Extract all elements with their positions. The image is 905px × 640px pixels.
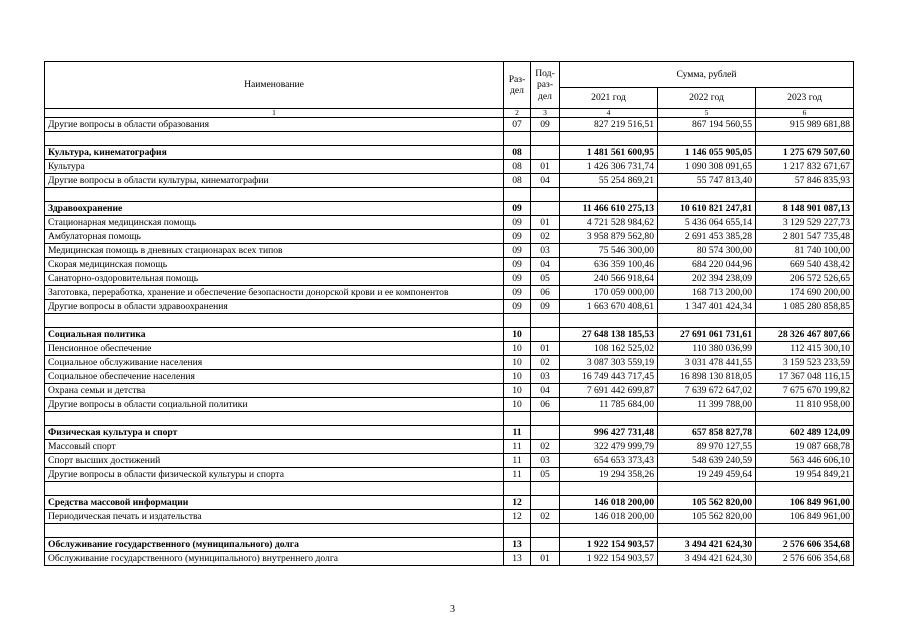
row-podrazdel: 01 <box>531 342 560 356</box>
row-name: Медицинская помощь в дневных стационарах всех типов <box>45 244 504 258</box>
row-sum-2021: 1 922 154 903,57 <box>560 538 658 552</box>
row-podrazdel: 02 <box>531 356 560 370</box>
row-sum-2021: 11 785 684,00 <box>560 398 658 412</box>
row-sum-2023: 2 576 606 354,68 <box>756 552 854 566</box>
row-sum-2021: 827 219 516,51 <box>560 118 658 132</box>
row-sum-2023: 19 954 849,21 <box>756 468 854 482</box>
row-sum-2021: 1 481 561 600,95 <box>560 146 658 160</box>
column-number: 2 <box>504 109 531 118</box>
row-sum-2023: 1 085 280 858,85 <box>756 300 854 314</box>
row-sum-2022: 110 380 036,99 <box>658 342 756 356</box>
row-name: Стационарная медицинская помощь <box>45 216 504 230</box>
row-sum-2022: 80 574 300,00 <box>658 244 756 258</box>
row-razdel: 09 <box>504 286 531 300</box>
table-body <box>45 118 854 566</box>
row-sum-2021: 1 663 670 408,61 <box>560 300 658 314</box>
row-razdel: 10 <box>504 370 531 384</box>
row-name: Другие вопросы в области социальной политики <box>45 398 504 412</box>
row-razdel: 10 <box>504 384 531 398</box>
header-sum: Сумма, рублей <box>560 62 854 88</box>
row-sum-2023: 112 415 300,10 <box>756 342 854 356</box>
section-total-row <box>45 328 854 342</box>
row-razdel: 09 <box>504 230 531 244</box>
row-name: Здравоохранение <box>45 202 504 216</box>
budget-table <box>44 61 854 566</box>
row-sum-2021: 19 294 358,26 <box>560 468 658 482</box>
row-sum-2023: 3 129 529 227,73 <box>756 216 854 230</box>
header-podrazdel: Под- раз- дел <box>531 62 560 109</box>
row-razdel: 09 <box>504 244 531 258</box>
row-razdel <box>504 524 531 538</box>
row-podrazdel: 04 <box>531 174 560 188</box>
row-sum-2022: 5 436 064 655,14 <box>658 216 756 230</box>
row-sum-2021: 55 254 869,21 <box>560 174 658 188</box>
row-name <box>45 482 504 496</box>
row-sum-2022: 10 610 821 247,81 <box>658 202 756 216</box>
row-sum-2023: 669 540 438,42 <box>756 258 854 272</box>
row-podrazdel: 03 <box>531 244 560 258</box>
row-sum-2023: 8 148 901 087,13 <box>756 202 854 216</box>
spacer-row <box>45 482 854 496</box>
row-podrazdel: 02 <box>531 440 560 454</box>
row-razdel: 11 <box>504 426 531 440</box>
row-sum-2021: 146 018 200,00 <box>560 496 658 510</box>
row-sum-2022: 3 031 478 441,55 <box>658 356 756 370</box>
section-total-row <box>45 496 854 510</box>
row-sum-2022: 55 747 813,40 <box>658 174 756 188</box>
table-row <box>45 398 854 412</box>
row-name: Спорт высших достижений <box>45 454 504 468</box>
row-razdel <box>504 132 531 146</box>
row-sum-2023: 3 159 523 233,59 <box>756 356 854 370</box>
row-sum-2023 <box>756 314 854 328</box>
table-row <box>45 174 854 188</box>
table-row <box>45 510 854 524</box>
row-sum-2022: 1 347 401 424,34 <box>658 300 756 314</box>
row-sum-2022: 105 562 820,00 <box>658 510 756 524</box>
row-sum-2021: 170 059 000,00 <box>560 286 658 300</box>
section-total-row <box>45 538 854 552</box>
row-sum-2023 <box>756 188 854 202</box>
row-podrazdel: 03 <box>531 454 560 468</box>
row-sum-2023: 7 675 670 199,82 <box>756 384 854 398</box>
row-sum-2021: 7 691 442 699,87 <box>560 384 658 398</box>
row-name <box>45 132 504 146</box>
row-sum-2022: 548 639 240,59 <box>658 454 756 468</box>
row-name: Охрана семьи и детства <box>45 384 504 398</box>
row-sum-2022: 867 194 560,55 <box>658 118 756 132</box>
row-sum-2022: 2 691 453 385,28 <box>658 230 756 244</box>
row-name: Социальное обеспечение населения <box>45 370 504 384</box>
row-sum-2023: 206 572 526,65 <box>756 272 854 286</box>
row-razdel: 12 <box>504 496 531 510</box>
row-sum-2022 <box>658 482 756 496</box>
row-sum-2023: 81 740 100,00 <box>756 244 854 258</box>
row-razdel: 11 <box>504 454 531 468</box>
column-number: 3 <box>531 109 560 118</box>
row-sum-2021: 75 546 300,00 <box>560 244 658 258</box>
table-row <box>45 244 854 258</box>
row-sum-2022: 657 858 827,78 <box>658 426 756 440</box>
row-podrazdel: 02 <box>531 230 560 244</box>
row-podrazdel <box>531 132 560 146</box>
row-name: Физическая культура и спорт <box>45 426 504 440</box>
row-razdel: 09 <box>504 300 531 314</box>
column-number: 4 <box>560 109 658 118</box>
row-podrazdel <box>531 314 560 328</box>
row-sum-2022: 3 494 421 624,30 <box>658 552 756 566</box>
row-razdel <box>504 314 531 328</box>
row-name <box>45 188 504 202</box>
row-podrazdel: 04 <box>531 258 560 272</box>
row-sum-2023 <box>756 482 854 496</box>
header-year-2022: 2022 год <box>658 88 756 109</box>
row-name: Другие вопросы в области физической культуры и спорта <box>45 468 504 482</box>
table-row <box>45 454 854 468</box>
row-sum-2021: 4 721 528 984,62 <box>560 216 658 230</box>
row-razdel: 11 <box>504 468 531 482</box>
row-podrazdel: 01 <box>531 552 560 566</box>
row-sum-2021: 3 087 303 559,19 <box>560 356 658 370</box>
row-name: Средства массовой информации <box>45 496 504 510</box>
row-podrazdel: 06 <box>531 286 560 300</box>
row-sum-2022 <box>658 188 756 202</box>
row-razdel: 08 <box>504 160 531 174</box>
row-name: Социальная политика <box>45 328 504 342</box>
row-sum-2023: 915 989 681,88 <box>756 118 854 132</box>
row-razdel: 13 <box>504 538 531 552</box>
page-number: 3 <box>450 604 455 615</box>
header-year-2021: 2021 год <box>560 88 658 109</box>
budget-table-sheet <box>44 61 853 566</box>
row-name: Пенсионное обеспечение <box>45 342 504 356</box>
row-sum-2022: 684 220 044,96 <box>658 258 756 272</box>
row-razdel: 08 <box>504 146 531 160</box>
row-sum-2021 <box>560 132 658 146</box>
row-podrazdel: 09 <box>531 300 560 314</box>
table-row <box>45 370 854 384</box>
row-name: Культура <box>45 160 504 174</box>
row-sum-2022 <box>658 412 756 426</box>
row-podrazdel: 06 <box>531 398 560 412</box>
row-sum-2021: 1 922 154 903,57 <box>560 552 658 566</box>
spacer-row <box>45 132 854 146</box>
row-sum-2023: 106 849 961,00 <box>756 496 854 510</box>
row-sum-2021: 1 426 306 731,74 <box>560 160 658 174</box>
row-sum-2023: 28 326 467 807,66 <box>756 328 854 342</box>
header-name: Наименование <box>45 62 504 109</box>
section-total-row <box>45 202 854 216</box>
row-sum-2021: 16 749 443 717,45 <box>560 370 658 384</box>
column-number: 6 <box>756 109 854 118</box>
row-name: Обслуживание государственного (муниципального) долга <box>45 538 504 552</box>
row-sum-2022: 202 394 238,09 <box>658 272 756 286</box>
row-podrazdel: 05 <box>531 272 560 286</box>
row-sum-2022: 89 970 127,55 <box>658 440 756 454</box>
table-row <box>45 272 854 286</box>
row-name: Социальное обслуживание населения <box>45 356 504 370</box>
row-podrazdel <box>531 524 560 538</box>
row-razdel: 09 <box>504 258 531 272</box>
row-razdel: 07 <box>504 118 531 132</box>
table-row <box>45 258 854 272</box>
row-sum-2021: 240 566 918,64 <box>560 272 658 286</box>
row-razdel: 11 <box>504 440 531 454</box>
table-row <box>45 300 854 314</box>
row-razdel <box>504 482 531 496</box>
row-podrazdel <box>531 482 560 496</box>
table-row <box>45 440 854 454</box>
row-podrazdel <box>531 496 560 510</box>
column-number: 1 <box>45 109 504 118</box>
row-sum-2023 <box>756 412 854 426</box>
row-name: Другие вопросы в области культуры, кинематографии <box>45 174 504 188</box>
row-name <box>45 314 504 328</box>
row-razdel: 10 <box>504 356 531 370</box>
row-sum-2021 <box>560 188 658 202</box>
row-sum-2022: 3 494 421 624,30 <box>658 538 756 552</box>
row-razdel: 09 <box>504 216 531 230</box>
row-sum-2022 <box>658 314 756 328</box>
table-row <box>45 468 854 482</box>
row-sum-2022: 27 691 061 731,61 <box>658 328 756 342</box>
row-podrazdel <box>531 426 560 440</box>
row-sum-2023: 57 846 835,93 <box>756 174 854 188</box>
section-total-row <box>45 426 854 440</box>
table-row <box>45 342 854 356</box>
row-sum-2022 <box>658 132 756 146</box>
row-podrazdel: 01 <box>531 160 560 174</box>
row-name <box>45 524 504 538</box>
row-sum-2023: 602 489 124,09 <box>756 426 854 440</box>
row-razdel: 09 <box>504 202 531 216</box>
row-sum-2021 <box>560 482 658 496</box>
row-sum-2022: 19 249 459,64 <box>658 468 756 482</box>
row-sum-2021 <box>560 524 658 538</box>
row-sum-2023: 17 367 048 116,15 <box>756 370 854 384</box>
row-sum-2021: 654 653 373,43 <box>560 454 658 468</box>
table-row <box>45 356 854 370</box>
header-razdel: Раз- дел <box>504 62 531 109</box>
row-sum-2023 <box>756 132 854 146</box>
row-podrazdel: 09 <box>531 118 560 132</box>
row-sum-2021 <box>560 412 658 426</box>
row-sum-2022: 168 713 200,00 <box>658 286 756 300</box>
row-name <box>45 412 504 426</box>
row-sum-2023: 174 690 200,00 <box>756 286 854 300</box>
table-row <box>45 118 854 132</box>
row-sum-2023: 19 087 668,78 <box>756 440 854 454</box>
row-name: Амбулаторная помощь <box>45 230 504 244</box>
row-sum-2023: 11 810 958,00 <box>756 398 854 412</box>
row-sum-2021: 11 466 610 275,13 <box>560 202 658 216</box>
row-sum-2022: 1 146 055 905,05 <box>658 146 756 160</box>
row-sum-2023: 106 849 961,00 <box>756 510 854 524</box>
table-row <box>45 216 854 230</box>
row-name: Обслуживание государственного (муниципального) внутреннего долга <box>45 552 504 566</box>
row-razdel: 09 <box>504 272 531 286</box>
row-razdel: 10 <box>504 328 531 342</box>
row-sum-2021: 108 162 525,02 <box>560 342 658 356</box>
row-podrazdel <box>531 538 560 552</box>
row-sum-2021: 3 958 879 562,80 <box>560 230 658 244</box>
row-sum-2021: 996 427 731,48 <box>560 426 658 440</box>
table-row <box>45 160 854 174</box>
table-row <box>45 230 854 244</box>
header-year-2023: 2023 год <box>756 88 854 109</box>
row-razdel: 10 <box>504 342 531 356</box>
row-razdel: 13 <box>504 552 531 566</box>
row-razdel: 08 <box>504 174 531 188</box>
row-sum-2021: 636 359 100,46 <box>560 258 658 272</box>
row-sum-2023: 1 217 832 671,67 <box>756 160 854 174</box>
spacer-row <box>45 188 854 202</box>
table-row <box>45 552 854 566</box>
table-row <box>45 384 854 398</box>
row-name: Другие вопросы в области образования <box>45 118 504 132</box>
row-sum-2022: 16 898 130 818,05 <box>658 370 756 384</box>
row-name: Скорая медицинская помощь <box>45 258 504 272</box>
spacer-row <box>45 412 854 426</box>
row-name: Культура, кинематография <box>45 146 504 160</box>
row-razdel: 12 <box>504 510 531 524</box>
row-sum-2023: 2 576 606 354,68 <box>756 538 854 552</box>
section-total-row <box>45 146 854 160</box>
row-razdel <box>504 188 531 202</box>
spacer-row <box>45 314 854 328</box>
row-sum-2021 <box>560 314 658 328</box>
table-row <box>45 286 854 300</box>
row-name: Заготовка, переработка, хранение и обеспечение безопасности донорской крови и ее компонентов <box>45 286 504 300</box>
row-name: Массовый спорт <box>45 440 504 454</box>
row-sum-2022 <box>658 524 756 538</box>
row-sum-2021: 146 018 200,00 <box>560 510 658 524</box>
spacer-row <box>45 524 854 538</box>
row-sum-2022: 11 399 788,00 <box>658 398 756 412</box>
row-name: Санаторно-оздоровительная помощь <box>45 272 504 286</box>
row-sum-2023: 563 446 606,10 <box>756 454 854 468</box>
row-podrazdel <box>531 412 560 426</box>
row-sum-2023: 2 801 547 735,48 <box>756 230 854 244</box>
row-sum-2022: 7 639 672 647,02 <box>658 384 756 398</box>
row-podrazdel <box>531 202 560 216</box>
row-sum-2021: 322 479 999,79 <box>560 440 658 454</box>
row-podrazdel <box>531 188 560 202</box>
row-podrazdel: 01 <box>531 216 560 230</box>
row-podrazdel <box>531 328 560 342</box>
row-razdel <box>504 412 531 426</box>
row-podrazdel: 05 <box>531 468 560 482</box>
row-sum-2022: 1 090 308 091,65 <box>658 160 756 174</box>
row-name: Периодическая печать и издательства <box>45 510 504 524</box>
row-name: Другие вопросы в области здравоохранения <box>45 300 504 314</box>
row-sum-2021: 27 648 138 185,53 <box>560 328 658 342</box>
row-sum-2023 <box>756 524 854 538</box>
row-podrazdel <box>531 146 560 160</box>
row-razdel: 10 <box>504 398 531 412</box>
row-podrazdel: 02 <box>531 510 560 524</box>
row-sum-2022: 105 562 820,00 <box>658 496 756 510</box>
column-number: 5 <box>658 109 756 118</box>
row-podrazdel: 04 <box>531 384 560 398</box>
row-sum-2023: 1 275 679 507,60 <box>756 146 854 160</box>
row-podrazdel: 03 <box>531 370 560 384</box>
